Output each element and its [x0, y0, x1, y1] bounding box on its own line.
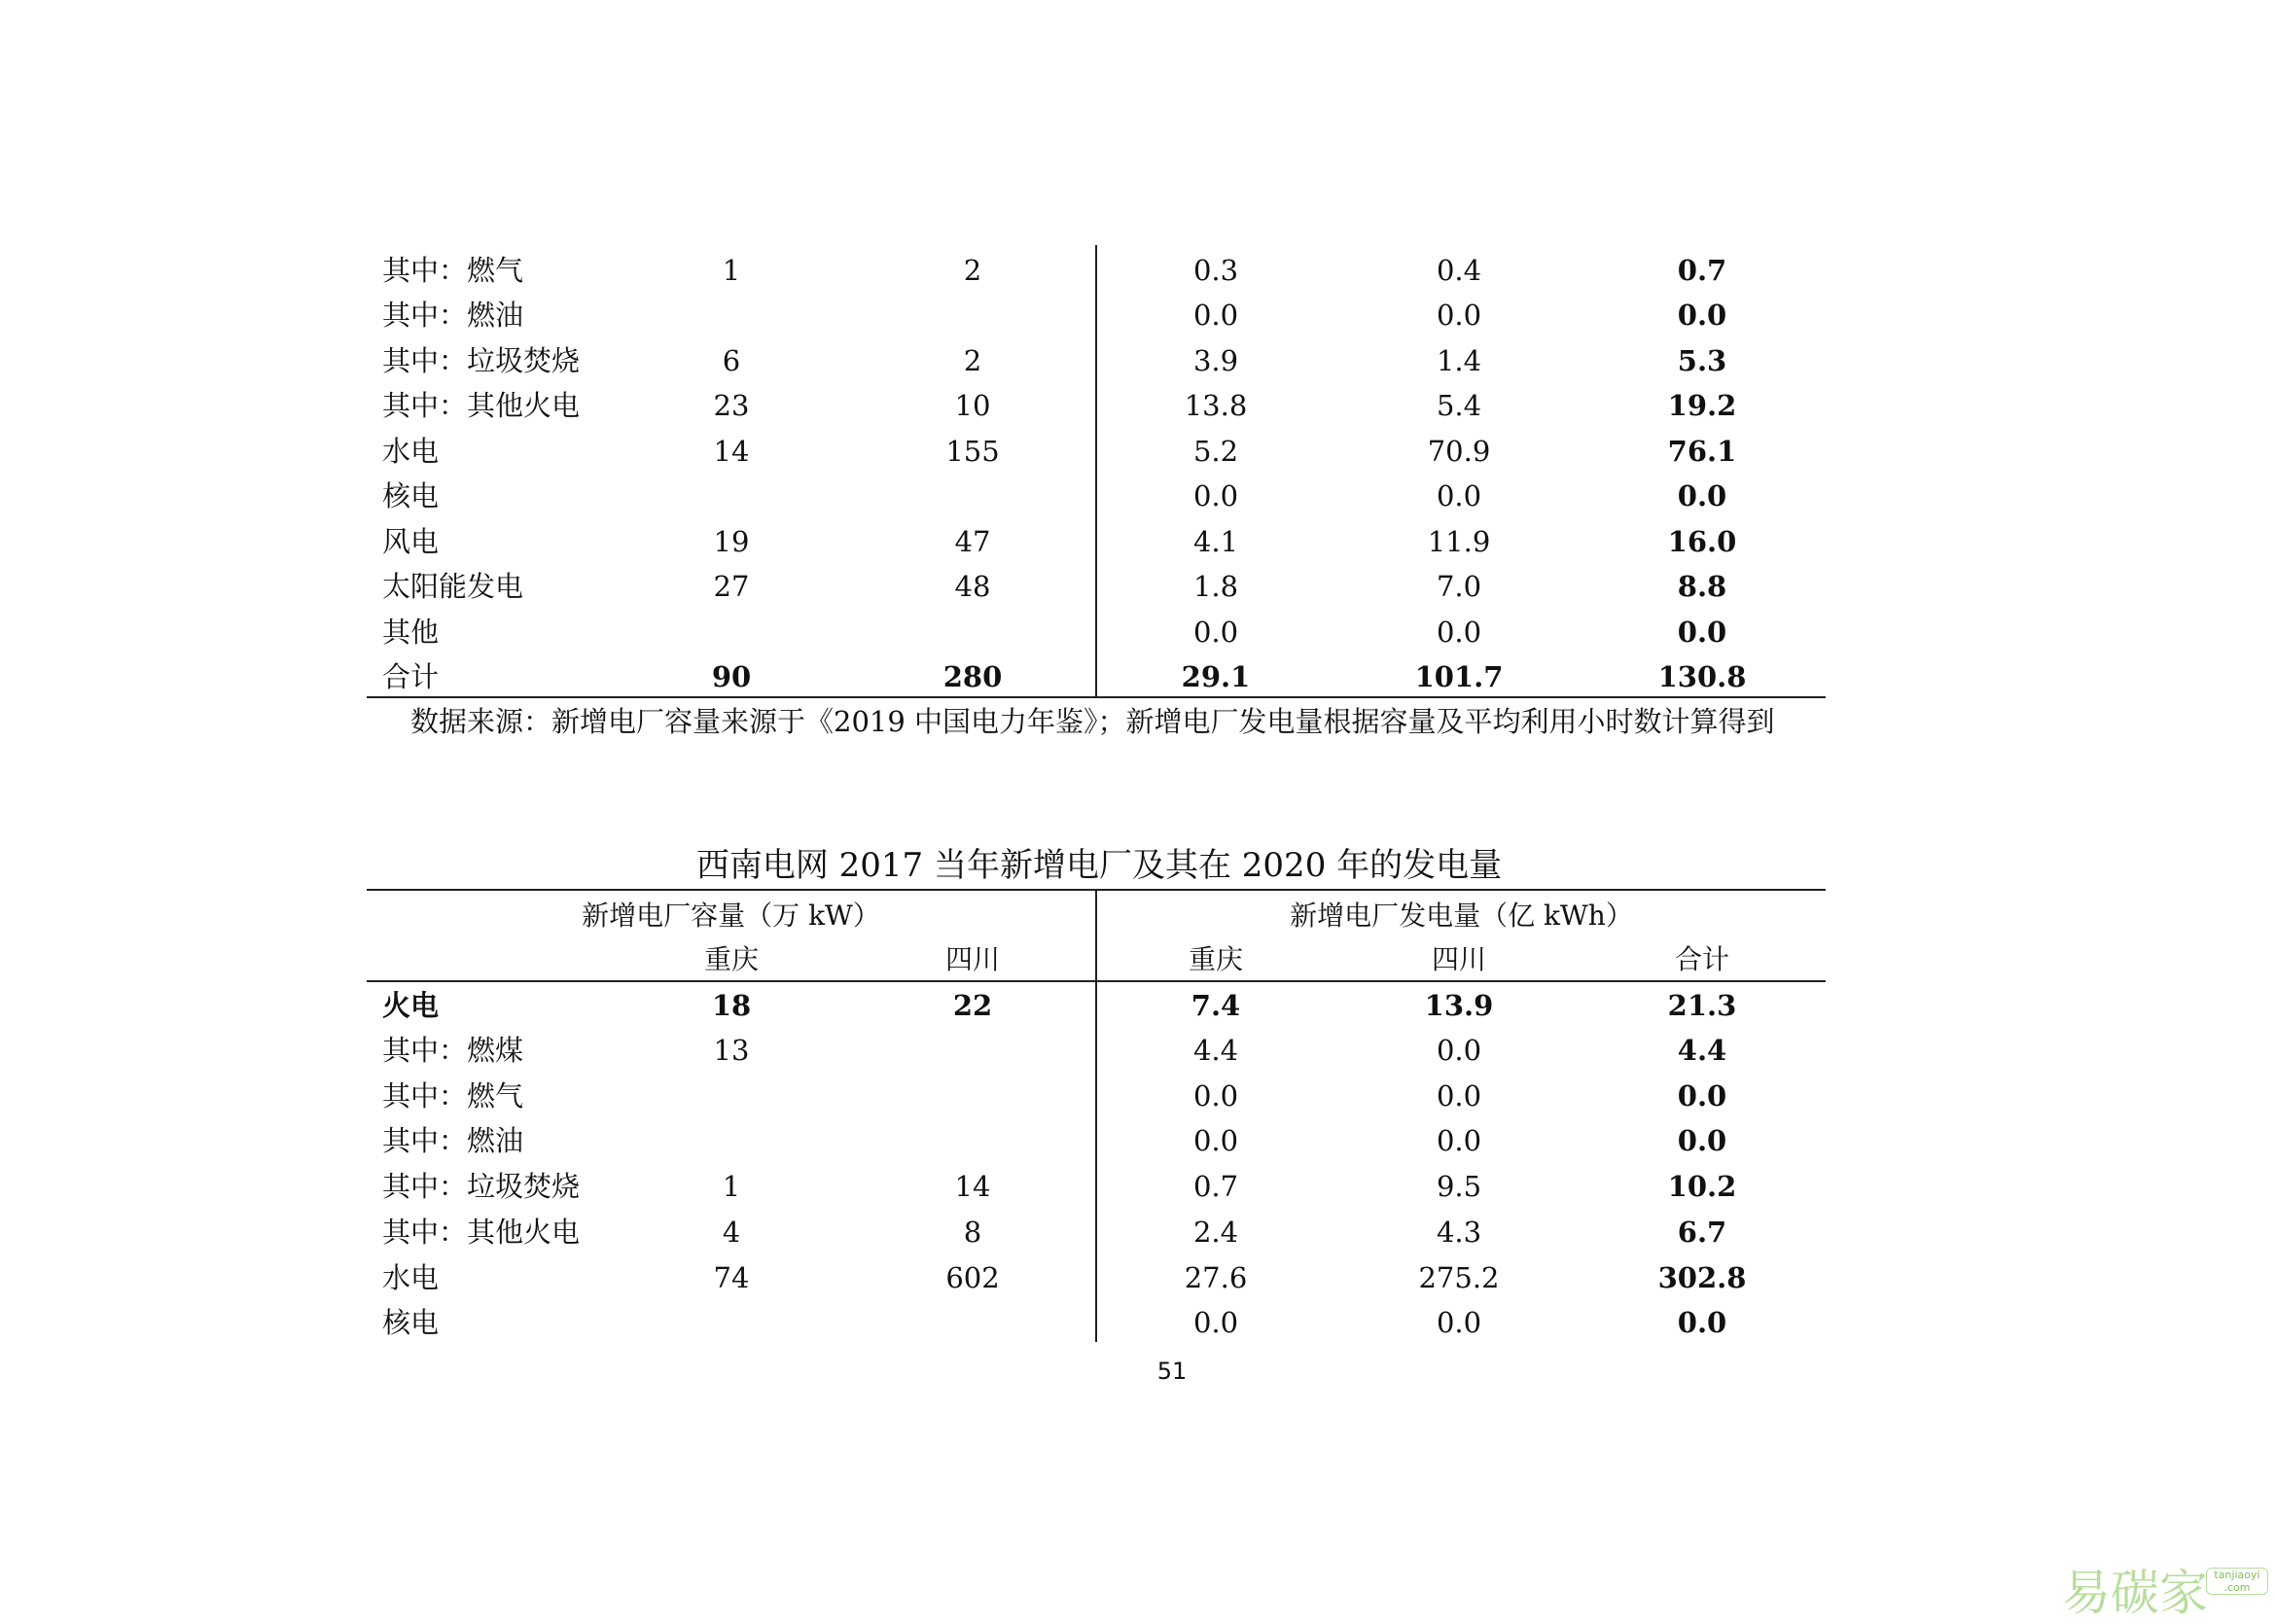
capacity-sichuan: 48 [954, 570, 991, 603]
generation-sichuan: 4.3 [1436, 1216, 1482, 1249]
generation-chongqing: 1.8 [1192, 570, 1239, 603]
generation-sichuan: 101.7 [1414, 660, 1504, 693]
capacity-chongqing: 27 [713, 570, 750, 603]
row-label: 其中：垃圾焚烧 [382, 1170, 581, 1203]
row-label: 其中：其他火电 [382, 1216, 581, 1249]
header-generation-group: 新增电厂发电量（亿 kWh） [1290, 900, 1633, 932]
generation-chongqing: 4.4 [1192, 1034, 1239, 1067]
row-label: 其中：燃煤 [382, 1034, 524, 1067]
generation-total: 0.0 [1677, 479, 1727, 512]
generation-sichuan: 5.4 [1436, 389, 1482, 422]
generation-sichuan: 7.0 [1436, 570, 1482, 603]
header-capacity-sichuan: 四川 [944, 943, 1000, 975]
generation-total: 4.4 [1677, 1034, 1727, 1067]
row-label: 合计 [382, 660, 440, 693]
generation-chongqing: 0.0 [1192, 616, 1239, 649]
generation-total: 0.0 [1677, 299, 1727, 332]
capacity-chongqing: 13 [713, 1034, 750, 1067]
source-note: 数据来源：新增电厂容量来源于《2019 中国电力年鉴》；新增电厂发电量根据容量及平均利用小时数计算得到 [410, 705, 1775, 738]
generation-chongqing: 3.9 [1192, 344, 1239, 377]
row-label: 核电 [382, 479, 440, 512]
table1-bottom-rule [367, 696, 1826, 698]
watermark-text: 易碳家 [2062, 1565, 2208, 1621]
capacity-chongqing: 1 [722, 254, 741, 287]
watermark-subtext: tanjiaoyi .com [2206, 1568, 2268, 1595]
generation-total: 10.2 [1667, 1170, 1737, 1203]
generation-sichuan: 1.4 [1436, 344, 1482, 377]
row-label: 水电 [382, 435, 440, 468]
row-label: 其中：燃气 [382, 254, 524, 287]
capacity-chongqing: 4 [722, 1216, 741, 1249]
capacity-sichuan: 8 [963, 1216, 982, 1249]
generation-chongqing: 27.6 [1184, 1261, 1248, 1294]
capacity-sichuan: 10 [954, 389, 991, 422]
row-label: 核电 [382, 1306, 440, 1339]
generation-sichuan: 0.0 [1436, 1306, 1482, 1339]
header-capacity-chongqing: 重庆 [703, 943, 759, 975]
row-label: 其中：燃气 [382, 1079, 524, 1112]
generation-total: 8.8 [1677, 570, 1727, 603]
capacity-chongqing: 19 [713, 525, 750, 558]
capacity-sichuan: 602 [945, 1261, 1000, 1294]
generation-total: 5.3 [1677, 344, 1727, 377]
capacity-chongqing: 90 [711, 660, 752, 693]
row-label: 其中：燃油 [382, 299, 524, 332]
row-label: 太阳能发电 [382, 570, 524, 603]
capacity-chongqing: 14 [713, 435, 750, 468]
capacity-chongqing: 6 [722, 344, 741, 377]
table2-header-rule [367, 980, 1826, 982]
generation-total: 0.0 [1677, 616, 1727, 649]
generation-chongqing: 0.7 [1192, 1170, 1239, 1203]
capacity-chongqing: 23 [713, 389, 750, 422]
header-generation-sichuan: 四川 [1431, 943, 1486, 975]
row-label: 其中：垃圾焚烧 [382, 344, 581, 377]
row-label: 火电 [382, 989, 440, 1022]
generation-chongqing: 0.0 [1192, 1306, 1239, 1339]
generation-chongqing: 0.0 [1192, 479, 1239, 512]
generation-chongqing: 0.0 [1192, 1079, 1239, 1112]
table-title: 西南电网 2017 当年新增电厂及其在 2020 年的发电量 [695, 846, 1503, 885]
row-label: 风电 [382, 525, 440, 558]
row-label: 其中：其他火电 [382, 389, 581, 422]
capacity-sichuan: 2 [963, 254, 982, 287]
generation-chongqing: 4.1 [1192, 525, 1239, 558]
capacity-chongqing: 18 [711, 989, 752, 1022]
table1-vertical-divider [1095, 245, 1097, 696]
generation-sichuan: 9.5 [1436, 1170, 1482, 1203]
generation-total: 0.0 [1677, 1079, 1727, 1112]
generation-total: 16.0 [1667, 525, 1737, 558]
generation-chongqing: 0.0 [1192, 299, 1239, 332]
generation-sichuan: 13.9 [1424, 989, 1494, 1022]
generation-sichuan: 0.0 [1436, 479, 1482, 512]
header-generation-chongqing: 重庆 [1188, 943, 1243, 975]
row-label: 其他 [382, 616, 440, 649]
generation-total: 6.7 [1677, 1216, 1727, 1249]
capacity-chongqing: 1 [722, 1170, 741, 1203]
table2-vertical-divider [1095, 889, 1097, 1342]
capacity-chongqing: 74 [713, 1261, 750, 1294]
capacity-sichuan: 280 [942, 660, 1003, 693]
generation-chongqing: 29.1 [1181, 660, 1251, 693]
capacity-sichuan: 2 [963, 344, 982, 377]
generation-sichuan: 0.0 [1436, 616, 1482, 649]
header-generation-total: 合计 [1674, 943, 1729, 975]
capacity-sichuan: 155 [945, 435, 1000, 468]
generation-chongqing: 0.3 [1192, 254, 1239, 287]
generation-total: 76.1 [1667, 435, 1737, 468]
generation-total: 19.2 [1667, 389, 1737, 422]
generation-total: 0.0 [1677, 1124, 1727, 1157]
generation-sichuan: 11.9 [1427, 525, 1491, 558]
generation-total: 21.3 [1667, 989, 1737, 1022]
capacity-sichuan: 22 [952, 989, 993, 1022]
row-label: 水电 [382, 1261, 440, 1294]
generation-sichuan: 70.9 [1427, 435, 1491, 468]
generation-chongqing: 0.0 [1192, 1124, 1239, 1157]
generation-sichuan: 0.0 [1436, 1079, 1482, 1112]
generation-total: 130.8 [1657, 660, 1747, 693]
header-capacity-group: 新增电厂容量（万 kW） [582, 900, 880, 932]
row-label: 其中：燃油 [382, 1124, 524, 1157]
generation-chongqing: 5.2 [1192, 435, 1239, 468]
generation-sichuan: 0.0 [1436, 299, 1482, 332]
generation-sichuan: 275.2 [1418, 1261, 1500, 1294]
generation-total: 0.0 [1677, 1306, 1727, 1339]
capacity-sichuan: 14 [954, 1170, 991, 1203]
generation-sichuan: 0.4 [1436, 254, 1482, 287]
generation-chongqing: 13.8 [1184, 389, 1248, 422]
generation-chongqing: 7.4 [1191, 989, 1241, 1022]
capacity-sichuan: 47 [954, 525, 991, 558]
page-number: 51 [1156, 1358, 1188, 1385]
generation-total: 302.8 [1657, 1261, 1747, 1294]
generation-sichuan: 0.0 [1436, 1034, 1482, 1067]
generation-sichuan: 0.0 [1436, 1124, 1482, 1157]
generation-chongqing: 2.4 [1192, 1216, 1239, 1249]
generation-total: 0.7 [1677, 254, 1727, 287]
